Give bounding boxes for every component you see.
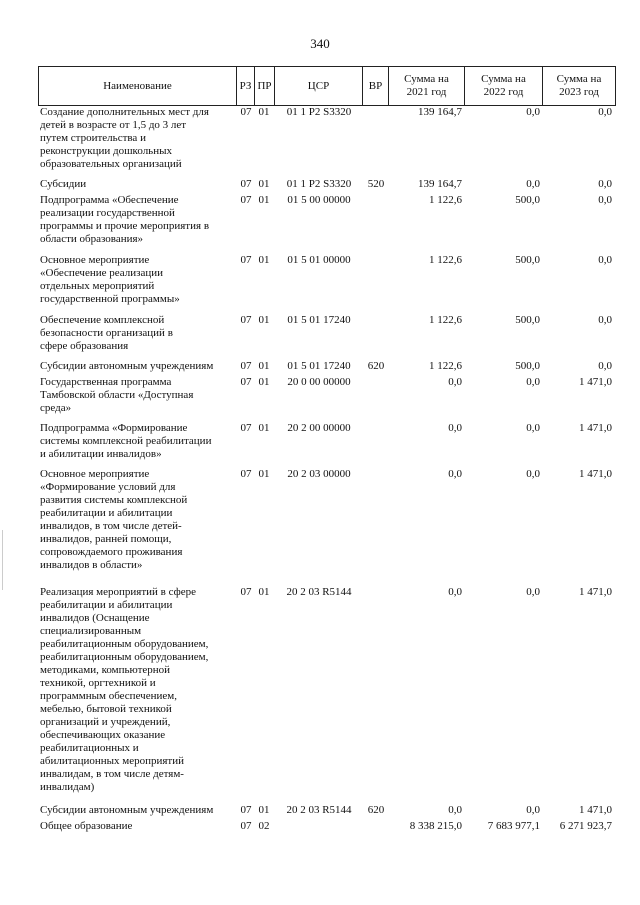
row-csr: 20 2 03 R5144 xyxy=(286,804,352,816)
row-sum-2023: 0,0 xyxy=(598,254,612,266)
row-sum-2023: 0,0 xyxy=(598,360,612,372)
row-name: Общее образование xyxy=(40,820,133,832)
row-sum-2023: 1 471,0 xyxy=(579,422,612,434)
row-sum-2021: 1 122,6 xyxy=(429,314,462,326)
table-row xyxy=(38,820,614,836)
row-csr: 20 2 03 R5144 xyxy=(286,586,352,598)
header-pr: ПР xyxy=(255,67,275,105)
row-sum-2022: 0,0 xyxy=(526,178,540,190)
row-name: Подпрограмма «Формирование системы комплексной реабилитации и абилитации инвалидов» xyxy=(40,422,212,460)
row-sum-2022: 0,0 xyxy=(526,106,540,118)
table-row xyxy=(38,254,614,314)
row-sum-2022: 0,0 xyxy=(526,804,540,816)
row-pr: 01 xyxy=(258,360,270,372)
row-sum-2023: 6 271 923,7 xyxy=(559,820,612,832)
row-csr: 20 2 03 00000 xyxy=(287,468,351,480)
row-sum-2022: 0,0 xyxy=(526,468,540,480)
header-rz: РЗ xyxy=(237,67,255,105)
table-body xyxy=(38,106,614,836)
table-row xyxy=(38,314,614,360)
row-name: Основное мероприятие «Формирование условий для развития системы комплексной реабилитации и абилитации инвалидов, в том числе детей- инвалидов, ранней помощи, сопровождаемого проживания инвалидов в области» xyxy=(40,468,188,571)
row-sum-2023: 1 471,0 xyxy=(579,804,612,816)
row-sum-2021: 8 338 215,0 xyxy=(409,820,462,832)
row-sum-2022: 500,0 xyxy=(515,194,540,206)
row-rz: 07 xyxy=(240,360,252,372)
row-pr: 01 xyxy=(258,106,270,118)
row-name: Подпрограмма «Обеспечение реализации государственной программы и прочие мероприятия в области образования» xyxy=(40,194,210,245)
row-pr: 01 xyxy=(258,804,270,816)
row-sum-2022: 0,0 xyxy=(526,586,540,598)
row-pr: 01 xyxy=(258,586,270,598)
row-pr: 01 xyxy=(258,254,270,266)
row-sum-2021: 139 164,7 xyxy=(418,178,462,190)
row-rz: 07 xyxy=(240,586,252,598)
row-sum-2023: 0,0 xyxy=(598,194,612,206)
row-sum-2022: 500,0 xyxy=(515,314,540,326)
header-vr: ВР xyxy=(363,67,389,105)
row-sum-2021: 0,0 xyxy=(448,422,462,434)
row-name: Государственная программа Тамбовской области «Доступная среда» xyxy=(40,376,194,414)
row-rz: 07 xyxy=(240,254,252,266)
row-sum-2021: 1 122,6 xyxy=(429,194,462,206)
table-header xyxy=(38,66,616,106)
row-sum-2023: 0,0 xyxy=(598,314,612,326)
row-rz: 07 xyxy=(240,468,252,480)
row-sum-2023: 1 471,0 xyxy=(579,586,612,598)
table-row xyxy=(38,178,614,194)
row-vr: 620 xyxy=(367,360,385,372)
row-rz: 07 xyxy=(240,422,252,434)
table-row xyxy=(38,194,614,254)
scan-edge-mark xyxy=(2,530,3,590)
row-rz: 07 xyxy=(240,178,252,190)
row-csr: 01 5 01 17240 xyxy=(287,314,351,326)
row-sum-2022: 0,0 xyxy=(526,422,540,434)
row-rz: 07 xyxy=(240,804,252,816)
row-sum-2021: 139 164,7 xyxy=(418,106,462,118)
row-sum-2023: 1 471,0 xyxy=(579,376,612,388)
table-row xyxy=(38,360,614,376)
row-csr: 01 1 P2 S3320 xyxy=(286,106,352,118)
row-csr: 01 5 01 17240 xyxy=(287,360,351,372)
row-sum-2021: 0,0 xyxy=(448,376,462,388)
table-row xyxy=(38,586,614,804)
row-pr: 01 xyxy=(258,178,270,190)
header-csr: ЦСР xyxy=(275,67,363,105)
row-name: Субсидии xyxy=(40,178,87,190)
row-csr: 01 5 01 00000 xyxy=(287,254,351,266)
row-sum-2022: 500,0 xyxy=(515,360,540,372)
row-sum-2021: 0,0 xyxy=(448,586,462,598)
row-pr: 01 xyxy=(258,194,270,206)
row-sum-2023: 0,0 xyxy=(598,106,612,118)
table-row xyxy=(38,468,614,586)
row-pr: 02 xyxy=(258,820,270,832)
row-name: Создание дополнительных мест для детей в возрасте от 1,5 до 3 лет путем строительства и реконструкции дошкольных образовательных организаций xyxy=(40,106,209,170)
header-sum-2021: Сумма на 2021 год xyxy=(389,67,465,105)
row-sum-2022: 7 683 977,1 xyxy=(487,820,540,832)
row-sum-2021: 1 122,6 xyxy=(429,254,462,266)
row-rz: 07 xyxy=(240,106,252,118)
header-sum-2023: Сумма на 2023 год xyxy=(556,73,602,98)
row-rz: 07 xyxy=(240,820,252,832)
row-sum-2022: 500,0 xyxy=(515,254,540,266)
row-vr: 620 xyxy=(367,804,385,816)
page-number: 340 xyxy=(310,36,330,51)
row-pr: 01 xyxy=(258,468,270,480)
row-sum-2021: 1 122,6 xyxy=(429,360,462,372)
row-name: Основное мероприятие «Обеспечение реализации отдельных мероприятий государственной программы» xyxy=(40,254,180,305)
row-rz: 07 xyxy=(240,194,252,206)
row-pr: 01 xyxy=(258,314,270,326)
row-pr: 01 xyxy=(258,376,270,388)
row-sum-2022: 0,0 xyxy=(526,376,540,388)
row-name: Субсидии автономным учреждениям xyxy=(40,360,214,372)
row-csr: 20 2 00 00000 xyxy=(287,422,351,434)
row-csr: 20 0 00 00000 xyxy=(287,376,351,388)
row-name: Реализация мероприятий в сфере реабилитации и абилитации инвалидов (Оснащение специализированным реабилитационным оборудованием, реабилитационным оборудованием, методиками, компьютерной техникой, оргтехникой и программным обеспечением, мебелью, бытовой техникой организаций и учреждений, обеспечивающих оказание реабилитационных и абилитационных мероприятий инвалидам, в том числе детям- инвалидам) xyxy=(40,586,209,793)
row-pr: 01 xyxy=(258,422,270,434)
row-sum-2021: 0,0 xyxy=(448,468,462,480)
table-row xyxy=(38,422,614,468)
row-csr: 01 5 00 00000 xyxy=(287,194,351,206)
row-vr: 520 xyxy=(367,178,385,190)
row-rz: 07 xyxy=(240,314,252,326)
row-sum-2023: 1 471,0 xyxy=(579,468,612,480)
row-sum-2021: 0,0 xyxy=(448,804,462,816)
table-row xyxy=(38,804,614,820)
row-name: Обеспечение комплексной безопасности организаций в сфере образования xyxy=(40,314,173,352)
table-row xyxy=(38,376,614,422)
table-row xyxy=(38,106,614,178)
row-sum-2023: 0,0 xyxy=(598,178,612,190)
row-csr: 01 1 P2 S3320 xyxy=(286,178,352,190)
row-rz: 07 xyxy=(240,376,252,388)
header-name: Наименование xyxy=(39,67,237,105)
header-sum-2022: Сумма на 2022 год xyxy=(465,67,543,105)
row-name: Субсидии автономным учреждениям xyxy=(40,804,214,816)
